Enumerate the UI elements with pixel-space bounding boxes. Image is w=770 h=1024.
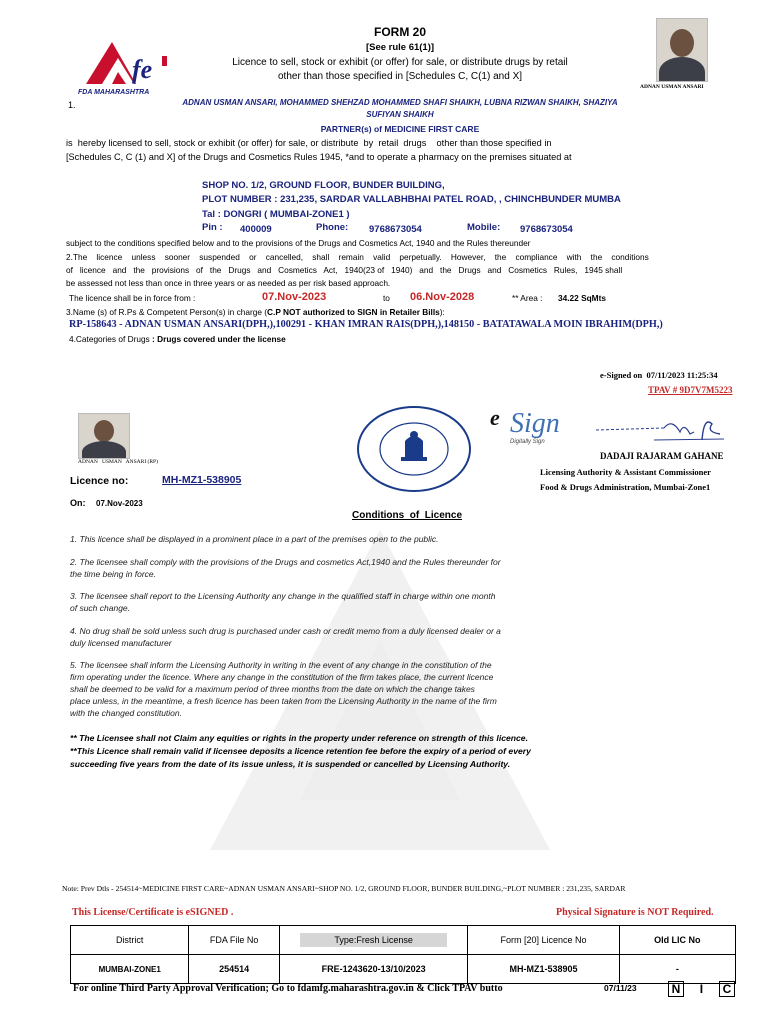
item2-line-1: 2.The licence unless sooner suspended or cancelled, shall remain valid perpetually. However, the compliance with the conditions bbox=[66, 252, 649, 262]
authority-name: DADAJI RAJARAM GAHANE bbox=[600, 451, 724, 461]
licence-on-value: 07.Nov-2023 bbox=[96, 499, 143, 508]
condition-2 bbox=[70, 556, 501, 580]
footer-date: 07/11/23 bbox=[604, 983, 637, 993]
firm-name: PARTNER(s) of MEDICINE FIRST CARE bbox=[320, 124, 480, 134]
note-claim: ** The Licensee shall not Claim any equities or rights in the property under reference on strength of this licence. bbox=[70, 733, 528, 743]
esigned-line bbox=[600, 370, 718, 380]
authority-signature bbox=[594, 412, 734, 446]
licence-no-value: MH-MZ1-538905 bbox=[162, 474, 242, 486]
licensee-photo-caption: ADNAN USMAN ANSARI bbox=[640, 84, 704, 90]
condition-3 bbox=[70, 590, 495, 614]
physical-signature-notice: Physical Signature is NOT Required. bbox=[556, 907, 714, 918]
mobile-label: Mobile: bbox=[467, 222, 501, 233]
cell-file-no: 254514 bbox=[189, 955, 280, 984]
to-date: 06.Nov-2028 bbox=[410, 291, 475, 303]
item3-line bbox=[66, 307, 445, 317]
condition-line: 1. This licence shall be displayed in a prominent place in a part of the premises open to the public. bbox=[70, 534, 439, 544]
note-retention-2: succeeding five years from the date of its issue unless, it is suspended or cancelled by Licensing Authority. bbox=[70, 759, 511, 769]
header-type-label: Type:Fresh License bbox=[300, 933, 447, 947]
condition-line: 5. The licensee shall inform the Licensing Authority in writing in the event of any change in the constitution of the bbox=[70, 660, 492, 670]
cell-district: MUMBAI-ZONE1 bbox=[71, 955, 189, 984]
condition-line: shall be deemed to be valid for a maximum period of three months from the date on which the change takes bbox=[70, 684, 475, 694]
condition-1 bbox=[70, 533, 439, 545]
authority-dept: Food & Drugs Administration, Mumbai-Zone1 bbox=[540, 482, 711, 492]
condition-5 bbox=[70, 659, 497, 719]
esign-word: Sign bbox=[510, 408, 560, 439]
address-line-2: PLOT NUMBER : 231,235, SARDAR VALLABHBHAI PATEL ROAD, , CHINCHBUNDER MUMBA bbox=[202, 194, 621, 205]
licence-para-2: [Schedules C, C (1) and X] of the Drugs and Cosmetics Rules 1945, *and to operate a pharmacy on the premises situated at bbox=[66, 152, 572, 162]
licence-details-table bbox=[70, 925, 736, 984]
logo-text: FDA MAHARASHTRA bbox=[78, 89, 150, 96]
condition-line: 4. No drug shall be sold unless such drug is purchased under cash or credit memo from a duly licensed dealer or a bbox=[70, 626, 501, 636]
form-title: FORM 20 bbox=[373, 25, 426, 39]
area-value: 34.22 SqMts bbox=[558, 293, 606, 303]
licensee-photo bbox=[656, 18, 708, 82]
licensee-names-2: SUFIYAN SHAIKH bbox=[366, 110, 434, 119]
esign-logo bbox=[490, 405, 580, 451]
svg-text:fe: fe bbox=[132, 55, 153, 84]
area-label: ** Area : bbox=[512, 293, 543, 303]
table-header-row bbox=[71, 926, 736, 955]
licence-no-label: Licence no: bbox=[70, 475, 129, 487]
address-line-1: SHOP NO. 1/2, GROUND FLOOR, BUNDER BUILDING, bbox=[202, 180, 445, 191]
item4-label: 4.Categories of Drugs bbox=[69, 334, 150, 344]
form-desc-1: Licence to sell, stock or exhibit (or offer) for sale, or distribute drugs by retail bbox=[232, 57, 568, 68]
header-district: District bbox=[71, 926, 189, 955]
condition-line: place unless, in the meantime, a fresh licence has been taken from the Licensing Authority in the name of the firm bbox=[70, 696, 497, 706]
to-label: to bbox=[383, 293, 390, 303]
cell-licence-no: MH-MZ1-538905 bbox=[468, 955, 619, 984]
item-number: 1. bbox=[68, 100, 76, 110]
condition-line: the time being in force. bbox=[70, 569, 156, 579]
licence-on-label: On: bbox=[70, 498, 86, 508]
item3-bold: C.P NOT authorized to SIGN in Retailer Bills bbox=[267, 307, 440, 317]
condition-line: of such change. bbox=[70, 603, 131, 613]
header-type bbox=[279, 926, 467, 955]
prev-details-note: Note: Prev Dtls - 254514~MEDICINE FIRST CARE~ADNAN USMAN ANSARI~SHOP NO. 1/2, GROUND FLOOR, BUNDER BUILDING,~PLOT NUMBER : 231,235, SARDAR bbox=[62, 884, 626, 893]
header-old-lic: Old LIC No bbox=[619, 926, 735, 955]
esigned-value: 07/11/2023 11:25:34 bbox=[646, 370, 718, 380]
item4-line bbox=[69, 334, 286, 344]
nic-n: N bbox=[668, 981, 684, 997]
condition-line: 2. The licensee shall comply with the provisions of the Drugs and cosmetics Act,1940 and the Rules thereunder for bbox=[70, 557, 501, 567]
from-date: 07.Nov-2023 bbox=[262, 291, 327, 303]
condition-line: duly licensed manufacturer bbox=[70, 638, 172, 648]
force-label: The licence shall be in force from : bbox=[69, 293, 196, 303]
cell-type: FRE-1243620-13/10/2023 bbox=[279, 955, 467, 984]
authority-title: Licensing Authority & Assistant Commissioner bbox=[540, 467, 711, 477]
table-row bbox=[71, 955, 736, 984]
cell-old-lic: - bbox=[619, 955, 735, 984]
address-line-3: Tal : DONGRI ( MUMBAI-ZONE1 ) bbox=[202, 209, 350, 220]
fda-seal-stamp bbox=[355, 405, 473, 493]
item3-suffix: ): bbox=[439, 307, 445, 317]
conditions-heading: Conditions of Licence bbox=[352, 510, 463, 521]
esigned-notice: This License/Certificate is eSIGNED . bbox=[72, 907, 234, 918]
pin-label: Pin : bbox=[202, 222, 223, 233]
header-file-no: FDA File No bbox=[189, 926, 280, 955]
item4-value: : Drugs covered under the license bbox=[152, 334, 286, 344]
phone-label: Phone: bbox=[316, 222, 349, 233]
condition-line: 3. The licensee shall report to the Licensing Authority any change in the qualified staff in charge within one month bbox=[70, 591, 496, 601]
esign-sub: Digitally Sign bbox=[510, 439, 545, 445]
condition-4 bbox=[70, 625, 501, 649]
phone-value: 9768673054 bbox=[369, 224, 422, 235]
form-rule: [See rule 61(1)] bbox=[365, 42, 435, 53]
item3-prefix: 3.Name (s) of R.Ps & Competent Person(s) in charge ( bbox=[66, 307, 268, 317]
mobile-value: 9768673054 bbox=[520, 224, 573, 235]
nic-c: C bbox=[719, 981, 735, 997]
tpav-code: TPAV # 9D7V7M5223 bbox=[648, 385, 733, 395]
nic-i: I bbox=[699, 982, 704, 996]
item2-line-3: be assessed not less than once in three years or as needed as per risk based approach. bbox=[66, 278, 391, 288]
rp-photo bbox=[78, 413, 130, 459]
form-desc-2: other than those specified in [Schedules C, C(1) and X] bbox=[277, 71, 523, 82]
condition-line: firm operating under the licence. Where any change in the constitution of the firm takes place, the current licence bbox=[70, 672, 494, 682]
note-retention-1: **This Licence shall remain valid if licensee deposits a licence retention fee before the expiry of a period of every bbox=[70, 746, 531, 756]
licensee-names-1: ADNAN USMAN ANSARI, MOHAMMED SHEHZAD MOHAMMED SHAFI SHAIKH, LUBNA RIZWAN SHAIKH, SHAZIYA bbox=[182, 98, 618, 107]
esign-e: e bbox=[490, 405, 500, 430]
esigned-label: e-Signed on bbox=[600, 370, 643, 380]
rp-photo-caption: ADNAN USMAN ANSARI (RP) bbox=[78, 459, 158, 465]
pin-value: 400009 bbox=[240, 224, 272, 235]
subject-line: subject to the conditions specified below and to the provisions of the Drugs and Cosmetics Act, 1940 and the Rules thereunder bbox=[66, 238, 531, 248]
header-licence-no: Form [20] Licence No bbox=[468, 926, 619, 955]
item2-line-2: of licence and the provisions of the Drugs and Cosmetics Act, 1940(23 of 1940) and the Drugs and Cosmetics Rules, 1945 shall bbox=[66, 265, 623, 275]
condition-line: with the changed constitution. bbox=[70, 708, 182, 718]
rp-line: RP-158643 - ADNAN USMAN ANSARI(DPH,),100291 - KHAN IMRAN RAIS(DPH,),148150 - BATATAWALA MOIN IBRAHIM(DPH,) bbox=[69, 319, 663, 330]
nic-logo bbox=[668, 980, 735, 998]
licence-para-1: is hereby licensed to sell, stock or exhibit (or offer) for sale, or distribute by retail drugs other than those specified in bbox=[66, 138, 552, 148]
tpav-verify-line: For online Third Party Approval Verification; Go to fdamfg.maharashtra.gov.in & Click TPAV butto bbox=[73, 983, 503, 994]
